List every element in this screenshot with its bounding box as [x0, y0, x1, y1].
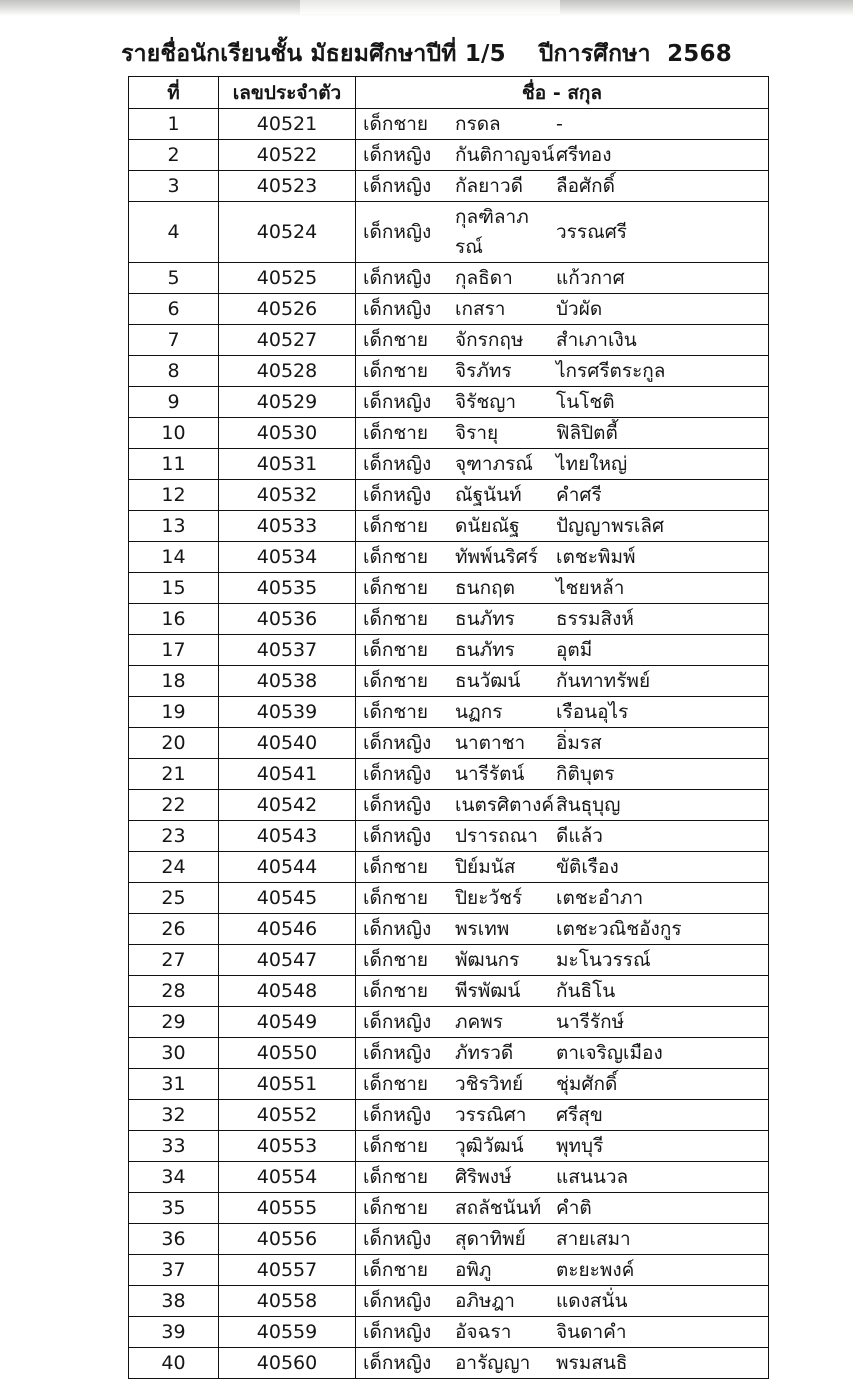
name-title-prefix: เด็กชาย — [363, 856, 429, 878]
name-title-prefix: เด็กหญิง — [363, 794, 432, 816]
row-number-cell: 38 — [129, 1286, 219, 1317]
student-name-cell — [356, 387, 769, 418]
first-name: ปิย์มนัส — [455, 856, 516, 878]
student-id-cell: 40526 — [219, 294, 356, 325]
student-name-cell — [356, 1348, 769, 1379]
student-id-cell: 40521 — [219, 109, 356, 140]
student-name-cell — [356, 790, 769, 821]
row-number-cell: 33 — [129, 1131, 219, 1162]
name-title-prefix: เด็กหญิง — [363, 1011, 432, 1033]
table-row — [129, 1162, 769, 1193]
table-row — [129, 1224, 769, 1255]
surname: ไทยใหญ่ — [556, 453, 628, 475]
surname: ตะยะพงค์ — [556, 1259, 635, 1281]
student-id-cell: 40547 — [219, 945, 356, 976]
student-id-cell: 40522 — [219, 140, 356, 171]
name-title-prefix: เด็กชาย — [363, 360, 429, 382]
surname: แก้วกาศ — [556, 267, 625, 289]
name-title-prefix: เด็กหญิง — [363, 175, 432, 197]
row-number-cell: 2 — [129, 140, 219, 171]
surname: วรรณศรี — [556, 221, 627, 243]
student-name-cell — [356, 511, 769, 542]
first-name: นารีรัตน์ — [455, 763, 525, 785]
first-name: ธนวัฒน์ — [455, 670, 521, 692]
surname: พรมสนธิ — [556, 1352, 628, 1374]
row-number-cell: 20 — [129, 728, 219, 759]
first-name: เนตรศิตางค์ — [455, 794, 555, 816]
name-title-prefix: เด็กชาย — [363, 670, 429, 692]
student-id-cell: 40527 — [219, 325, 356, 356]
surname: กันธิโน — [556, 980, 616, 1002]
surname: ชุ่มศักดิ์ — [556, 1073, 618, 1095]
table-row — [129, 480, 769, 511]
name-title-prefix: เด็กชาย — [363, 515, 429, 537]
first-name: ธนภัทร — [455, 608, 515, 630]
student-name-cell — [356, 821, 769, 852]
first-name: กันติกาญจน์ — [455, 144, 555, 166]
student-name-cell — [356, 604, 769, 635]
name-title-prefix: เด็กชาย — [363, 1259, 429, 1281]
first-name: สุดาทิพย์ — [455, 1228, 526, 1250]
table-row — [129, 542, 769, 573]
first-name: กุลธิดา — [455, 267, 513, 289]
student-name-cell — [356, 1255, 769, 1286]
surname: ศรีทอง — [556, 144, 612, 166]
scan-artifact-highlight — [300, 0, 560, 14]
first-name: ปิยะวัชร์ — [455, 887, 523, 909]
first-name: พรเทพ — [455, 918, 510, 940]
first-name: ธนกฤต — [455, 577, 515, 599]
row-number-cell: 23 — [129, 821, 219, 852]
name-title-prefix: เด็กหญิง — [363, 1104, 432, 1126]
student-id-cell: 40535 — [219, 573, 356, 604]
scan-artifact-top-edge — [0, 0, 853, 16]
student-name-cell — [356, 1131, 769, 1162]
row-number-cell: 7 — [129, 325, 219, 356]
student-name-cell — [356, 1007, 769, 1038]
surname: คำติ — [556, 1197, 592, 1219]
surname: มะโนวรรณ์ — [556, 949, 651, 971]
first-name: ณัฐนันท์ — [455, 484, 522, 506]
column-header-no: ที่ — [129, 77, 219, 109]
table-row — [129, 109, 769, 140]
name-title-prefix: เด็กหญิง — [363, 918, 432, 940]
student-name-cell — [356, 109, 769, 140]
row-number-cell: 24 — [129, 852, 219, 883]
name-title-prefix: เด็กชาย — [363, 887, 429, 909]
first-name: กรดล — [455, 113, 501, 135]
row-number-cell: 9 — [129, 387, 219, 418]
table-row — [129, 1255, 769, 1286]
student-id-cell: 40524 — [219, 202, 356, 263]
student-name-cell — [356, 418, 769, 449]
name-title-prefix: เด็กชาย — [363, 1166, 429, 1188]
row-number-cell: 39 — [129, 1317, 219, 1348]
first-name: ทัพพ์นริศร์ — [455, 546, 539, 568]
table-row — [129, 511, 769, 542]
first-name: อัจฉรา — [455, 1321, 512, 1343]
student-name-cell — [356, 852, 769, 883]
name-title-prefix: เด็กชาย — [363, 1197, 429, 1219]
student-name-cell — [356, 976, 769, 1007]
surname: เตชะพิมพ์ — [556, 546, 636, 568]
row-number-cell: 1 — [129, 109, 219, 140]
surname: ดีแล้ว — [556, 825, 603, 847]
row-number-cell: 21 — [129, 759, 219, 790]
table-row — [129, 387, 769, 418]
name-title-prefix: เด็กชาย — [363, 701, 429, 723]
student-id-cell: 40550 — [219, 1038, 356, 1069]
name-title-prefix: เด็กหญิง — [363, 298, 432, 320]
surname: จินดาคำ — [556, 1321, 627, 1343]
table-row — [129, 1100, 769, 1131]
student-name-cell — [356, 728, 769, 759]
first-name: จิรายุ — [455, 422, 499, 444]
surname: นารีรักษ์ — [556, 1011, 625, 1033]
table-row — [129, 1007, 769, 1038]
row-number-cell: 37 — [129, 1255, 219, 1286]
row-number-cell: 19 — [129, 697, 219, 728]
student-id-cell: 40532 — [219, 480, 356, 511]
first-name: อภิษฎา — [455, 1290, 515, 1312]
table-row — [129, 1131, 769, 1162]
student-id-cell: 40545 — [219, 883, 356, 914]
row-number-cell: 18 — [129, 666, 219, 697]
table-row — [129, 635, 769, 666]
name-title-prefix: เด็กชาย — [363, 1073, 429, 1095]
student-name-cell — [356, 140, 769, 171]
surname: อุตมี — [556, 639, 593, 661]
table-row — [129, 171, 769, 202]
row-number-cell: 36 — [129, 1224, 219, 1255]
student-id-cell: 40549 — [219, 1007, 356, 1038]
name-title-prefix: เด็กหญิง — [363, 1290, 432, 1312]
table-row — [129, 821, 769, 852]
student-roster-table — [128, 76, 769, 1379]
first-name: ภัทรวดี — [455, 1042, 514, 1064]
student-id-cell: 40537 — [219, 635, 356, 666]
table-row — [129, 945, 769, 976]
name-title-prefix: เด็กหญิง — [363, 453, 432, 475]
student-id-cell: 40548 — [219, 976, 356, 1007]
table-row — [129, 573, 769, 604]
table-row — [129, 883, 769, 914]
student-name-cell — [356, 914, 769, 945]
student-name-cell — [356, 666, 769, 697]
surname: สำเภาเงิน — [556, 329, 637, 351]
student-id-cell: 40542 — [219, 790, 356, 821]
name-title-prefix: เด็กหญิง — [363, 144, 432, 166]
surname: คำศรี — [556, 484, 602, 506]
surname: เรือนอุไร — [556, 701, 629, 723]
surname: สายเสมา — [556, 1228, 631, 1250]
first-name: ศิริพงษ์ — [455, 1166, 512, 1188]
surname: เตชะวณิชอังกูร — [556, 918, 682, 940]
first-name: ดนัยณัฐ — [455, 515, 520, 537]
student-id-cell: 40540 — [219, 728, 356, 759]
row-number-cell: 10 — [129, 418, 219, 449]
first-name: อพิภู — [455, 1259, 492, 1281]
student-name-cell — [356, 1038, 769, 1069]
table-row — [129, 852, 769, 883]
table-row — [129, 418, 769, 449]
student-name-cell — [356, 542, 769, 573]
name-title-prefix: เด็กหญิง — [363, 1042, 432, 1064]
table-row — [129, 604, 769, 635]
student-name-cell — [356, 697, 769, 728]
table-row — [129, 790, 769, 821]
student-id-cell: 40560 — [219, 1348, 356, 1379]
surname: อิ่มรส — [556, 732, 602, 754]
student-id-cell: 40539 — [219, 697, 356, 728]
student-name-cell — [356, 1286, 769, 1317]
table-row — [129, 140, 769, 171]
first-name: ปรารถณา — [455, 825, 538, 847]
first-name: กุลฑิลาภรณ์ — [455, 206, 529, 258]
student-id-cell: 40544 — [219, 852, 356, 883]
first-name: พัฒนกร — [455, 949, 520, 971]
student-id-cell: 40557 — [219, 1255, 356, 1286]
table-row — [129, 1193, 769, 1224]
name-title-prefix: เด็กหญิง — [363, 484, 432, 506]
table-row — [129, 697, 769, 728]
name-title-prefix: เด็กชาย — [363, 639, 429, 661]
surname: ฟิลิปิตตี้ — [556, 422, 618, 444]
student-id-cell: 40543 — [219, 821, 356, 852]
surname: สินธุบุญ — [556, 794, 621, 816]
table-row — [129, 666, 769, 697]
surname: ตาเจริญเมือง — [556, 1042, 663, 1064]
table-header-row — [129, 77, 769, 109]
name-title-prefix: เด็กชาย — [363, 329, 429, 351]
row-number-cell: 6 — [129, 294, 219, 325]
student-name-cell — [356, 1069, 769, 1100]
row-number-cell: 26 — [129, 914, 219, 945]
name-title-prefix: เด็กชาย — [363, 422, 429, 444]
student-id-cell: 40533 — [219, 511, 356, 542]
student-id-cell: 40558 — [219, 1286, 356, 1317]
student-name-cell — [356, 1193, 769, 1224]
student-id-cell: 40530 — [219, 418, 356, 449]
row-number-cell: 35 — [129, 1193, 219, 1224]
surname: พุทบุรี — [556, 1135, 604, 1157]
student-id-cell: 40546 — [219, 914, 356, 945]
student-id-cell: 40551 — [219, 1069, 356, 1100]
first-name: พีรพัฒน์ — [455, 980, 521, 1002]
student-id-cell: 40531 — [219, 449, 356, 480]
student-name-cell — [356, 480, 769, 511]
first-name: สถลัชนันท์ — [455, 1197, 542, 1219]
row-number-cell: 16 — [129, 604, 219, 635]
name-title-prefix: เด็กชาย — [363, 1135, 429, 1157]
row-number-cell: 3 — [129, 171, 219, 202]
student-name-cell — [356, 1162, 769, 1193]
name-title-prefix: เด็กหญิง — [363, 825, 432, 847]
surname: แดงสนั่น — [556, 1290, 628, 1312]
first-name: จุฑาภรณ์ — [455, 453, 533, 475]
first-name: วุฒิวัฒน์ — [455, 1135, 524, 1157]
row-number-cell: 30 — [129, 1038, 219, 1069]
student-name-cell — [356, 263, 769, 294]
student-id-cell: 40528 — [219, 356, 356, 387]
student-id-cell: 40523 — [219, 171, 356, 202]
student-name-cell — [356, 202, 769, 263]
surname: ไกรศรีตระกูล — [556, 360, 666, 382]
row-number-cell: 12 — [129, 480, 219, 511]
row-number-cell: 34 — [129, 1162, 219, 1193]
row-number-cell: 40 — [129, 1348, 219, 1379]
first-name: นาตาชา — [455, 732, 526, 754]
row-number-cell: 11 — [129, 449, 219, 480]
surname: โนโชติ — [556, 391, 615, 413]
name-title-prefix: เด็กหญิง — [363, 391, 432, 413]
student-name-cell — [356, 325, 769, 356]
table-row — [129, 449, 769, 480]
student-id-cell: 40536 — [219, 604, 356, 635]
name-title-prefix: เด็กชาย — [363, 577, 429, 599]
surname: กิติบุตร — [556, 763, 615, 785]
student-id-cell: 40529 — [219, 387, 356, 418]
first-name: นฏกร — [455, 701, 503, 723]
first-name: วชิรวิทย์ — [455, 1073, 524, 1095]
name-title-prefix: เด็กหญิง — [363, 267, 432, 289]
student-name-cell — [356, 294, 769, 325]
first-name: จักรกฤษ — [455, 329, 524, 351]
row-number-cell: 28 — [129, 976, 219, 1007]
row-number-cell: 29 — [129, 1007, 219, 1038]
name-title-prefix: เด็กหญิง — [363, 221, 432, 243]
table-row — [129, 759, 769, 790]
table-row — [129, 1317, 769, 1348]
surname: ปัญญาพรเลิศ — [556, 515, 665, 537]
name-title-prefix: เด็กหญิง — [363, 1228, 432, 1250]
table-row — [129, 294, 769, 325]
table-row — [129, 1348, 769, 1379]
name-title-prefix: เด็กหญิง — [363, 763, 432, 785]
row-number-cell: 4 — [129, 202, 219, 263]
page-title: รายชื่อนักเรียนชั้น มัธยมศึกษาปีที่ 1/5 ปีการศึกษา 2568 — [121, 41, 732, 67]
row-number-cell: 14 — [129, 542, 219, 573]
surname: บัวผัด — [556, 298, 603, 320]
first-name: เกสรา — [455, 298, 506, 320]
surname: ธรรมสิงห์ — [556, 608, 634, 630]
name-title-prefix: เด็กชาย — [363, 546, 429, 568]
student-id-cell: 40556 — [219, 1224, 356, 1255]
student-id-cell: 40552 — [219, 1100, 356, 1131]
table-row — [129, 263, 769, 294]
table-row — [129, 1038, 769, 1069]
student-id-cell: 40555 — [219, 1193, 356, 1224]
student-name-cell — [356, 171, 769, 202]
row-number-cell: 15 — [129, 573, 219, 604]
surname: ลือศักดิ์ — [556, 175, 615, 197]
name-title-prefix: เด็กชาย — [363, 608, 429, 630]
student-name-cell — [356, 449, 769, 480]
student-id-cell: 40559 — [219, 1317, 356, 1348]
name-title-prefix: เด็กชาย — [363, 980, 429, 1002]
first-name: อารัญญา — [455, 1352, 531, 1374]
column-header-student-id: เลขประจำตัว — [219, 77, 356, 109]
name-title-prefix: เด็กหญิง — [363, 1352, 432, 1374]
student-name-cell — [356, 1224, 769, 1255]
row-number-cell: 22 — [129, 790, 219, 821]
first-name: จิรภัทร — [455, 360, 512, 382]
row-number-cell: 13 — [129, 511, 219, 542]
student-id-cell: 40541 — [219, 759, 356, 790]
row-number-cell: 27 — [129, 945, 219, 976]
table-row — [129, 976, 769, 1007]
surname: ขัติเรือง — [556, 856, 619, 878]
student-id-cell: 40554 — [219, 1162, 356, 1193]
first-name: ธนภัทร — [455, 639, 515, 661]
student-name-cell — [356, 635, 769, 666]
surname: - — [556, 113, 563, 135]
student-name-cell — [356, 356, 769, 387]
table-row — [129, 1069, 769, 1100]
row-number-cell: 32 — [129, 1100, 219, 1131]
student-name-cell — [356, 1317, 769, 1348]
surname: กันทาทรัพย์ — [556, 670, 651, 692]
first-name: วรรณิศา — [455, 1104, 527, 1126]
student-name-cell — [356, 945, 769, 976]
name-title-prefix: เด็กชาย — [363, 949, 429, 971]
table-row — [129, 914, 769, 945]
column-header-name: ชื่อ - สกุล — [356, 77, 769, 109]
name-title-prefix: เด็กชาย — [363, 113, 429, 135]
name-title-prefix: เด็กหญิง — [363, 732, 432, 754]
student-name-cell — [356, 1100, 769, 1131]
surname: แสนนวล — [556, 1166, 629, 1188]
surname: ไชยหล้า — [556, 577, 625, 599]
row-number-cell: 31 — [129, 1069, 219, 1100]
table-row — [129, 202, 769, 263]
first-name: ภคพร — [455, 1011, 503, 1033]
student-id-cell: 40538 — [219, 666, 356, 697]
first-name: กัลยาวดี — [455, 175, 523, 197]
surname: เตชะอำภา — [556, 887, 644, 909]
student-id-cell: 40525 — [219, 263, 356, 294]
first-name: จิรัชญา — [455, 391, 517, 413]
surname: ศรีสุข — [556, 1104, 603, 1126]
table-row — [129, 356, 769, 387]
table-row — [129, 728, 769, 759]
name-title-prefix: เด็กหญิง — [363, 1321, 432, 1343]
table-row — [129, 325, 769, 356]
student-name-cell — [356, 759, 769, 790]
row-number-cell: 8 — [129, 356, 219, 387]
row-number-cell: 25 — [129, 883, 219, 914]
table-row — [129, 1286, 769, 1317]
row-number-cell: 5 — [129, 263, 219, 294]
student-name-cell — [356, 573, 769, 604]
student-id-cell: 40553 — [219, 1131, 356, 1162]
student-id-cell: 40534 — [219, 542, 356, 573]
student-name-cell — [356, 883, 769, 914]
row-number-cell: 17 — [129, 635, 219, 666]
